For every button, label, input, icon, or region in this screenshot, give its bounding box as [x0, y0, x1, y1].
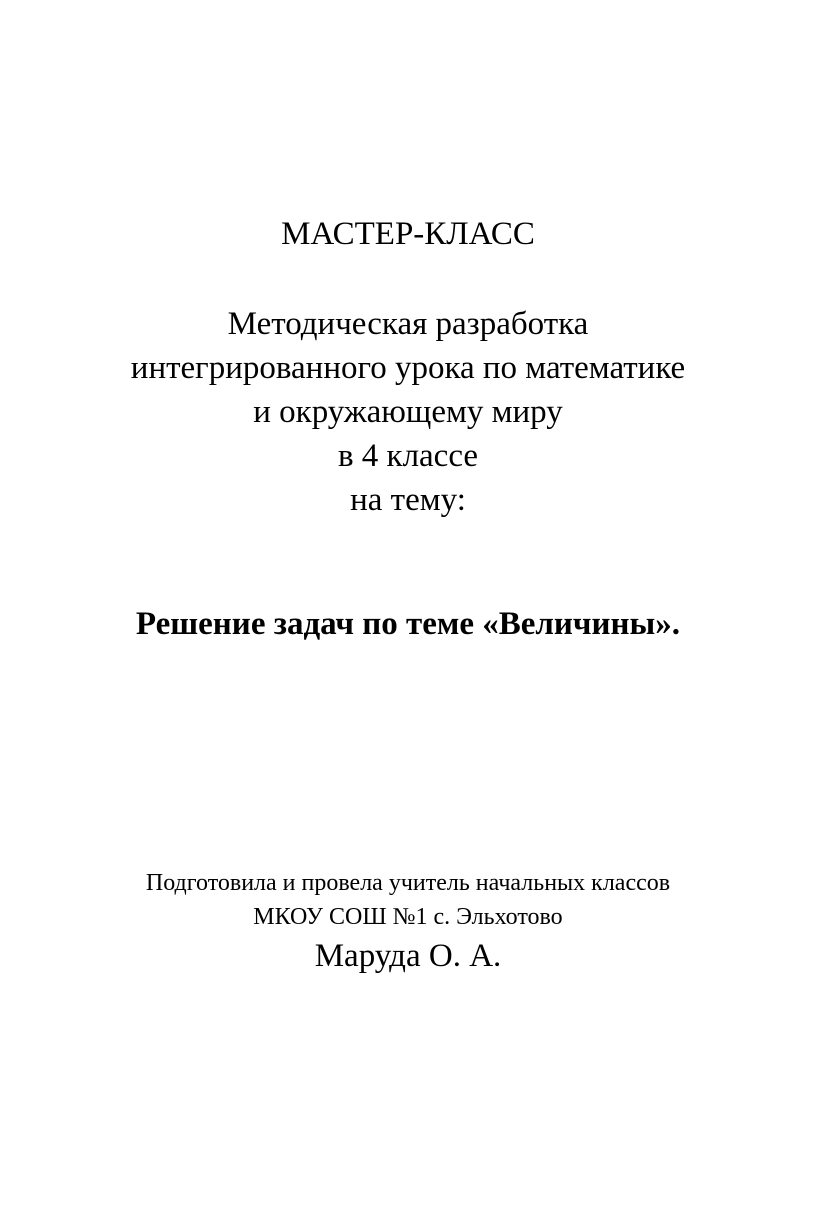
subtitle-line-2: интегрированного урока по математике	[130, 350, 686, 386]
subtitle-line-1: Методическая разработка	[227, 306, 589, 342]
subtitle-line-3: и окружающему миру	[253, 394, 563, 430]
author-school: МКОУ СОШ №1 с. Эльхотово	[253, 904, 563, 930]
author-name: Маруда О. А.	[314, 938, 502, 974]
author-role: Подготовила и провела учитель начальных классов	[145, 870, 671, 896]
lesson-topic: Решение задач по теме «Величины».	[135, 606, 681, 642]
document-heading: МАСТЕР-КЛАСС	[281, 216, 535, 252]
subtitle-line-4: в 4 классе	[337, 438, 479, 474]
subtitle-line-5: на тему:	[350, 482, 466, 518]
